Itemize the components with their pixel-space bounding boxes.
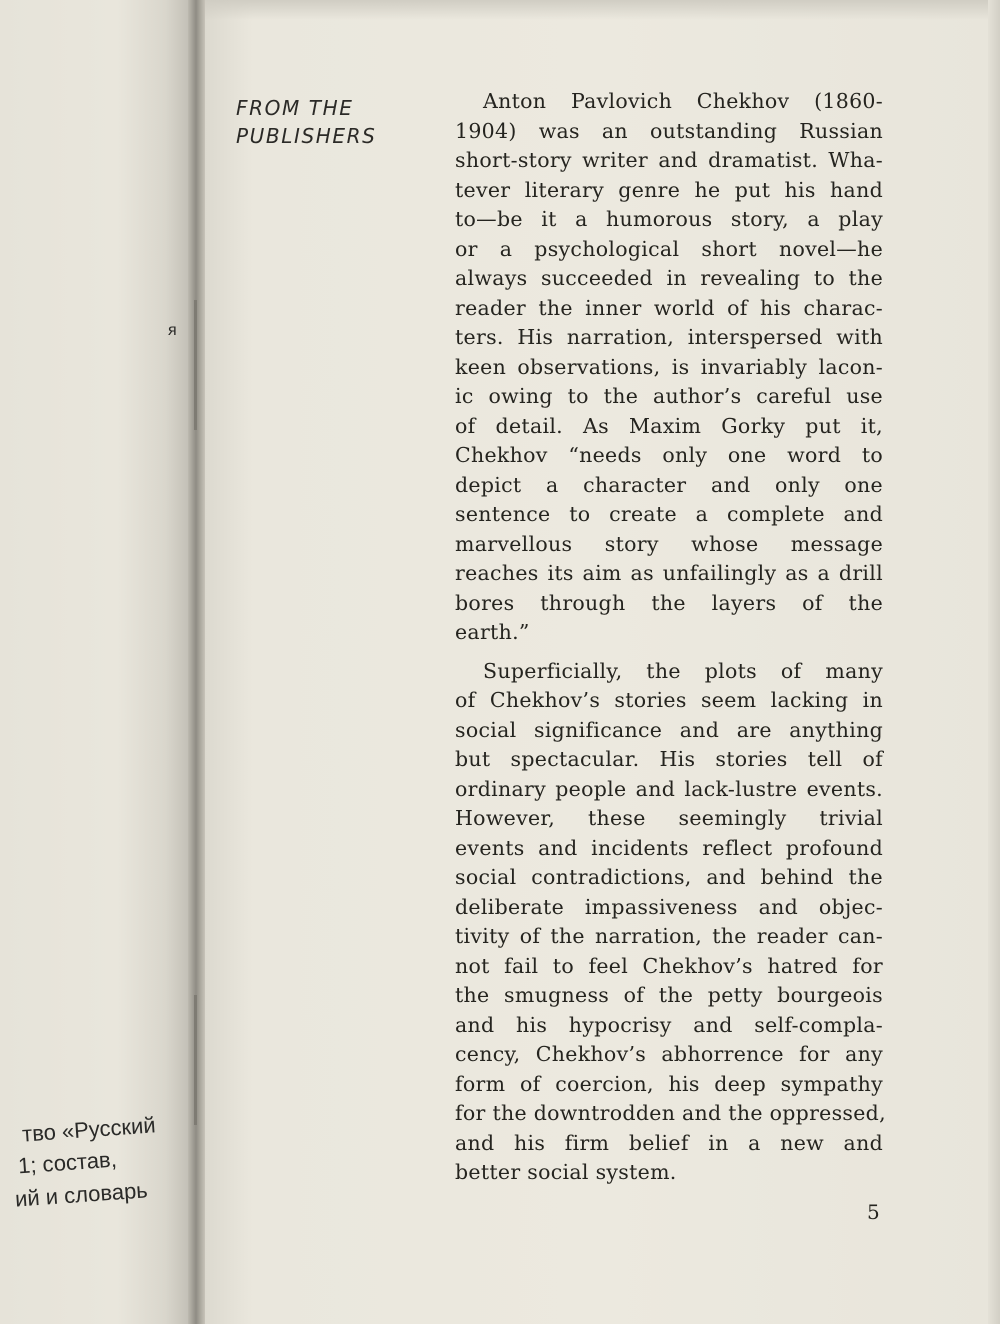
text-line: and his firm belief in a new and <box>455 1130 883 1155</box>
text-line: keen observations, is invariably lacon- <box>455 354 883 379</box>
left-page-fragment: ий и словарь <box>14 1177 149 1212</box>
text-line: social significance and are anything <box>455 717 883 742</box>
text-line: short-story writer and dramatist. Wha- <box>455 148 883 172</box>
text-line: always succeeded in revealing to the <box>455 266 883 290</box>
text-line: form of coercion, his deep sympathy <box>455 1071 883 1096</box>
heading-line: FROM THE <box>236 96 354 120</box>
text-line: reaches its aim as unfailingly as a drill <box>455 561 883 585</box>
text-line: depict a character and only one <box>455 472 883 497</box>
text-line: sentence to create a complete and <box>455 502 883 526</box>
text-line: tivity of the narration, the reader can- <box>455 924 883 948</box>
left-page-fragment: я <box>168 322 177 339</box>
body-text <box>455 87 886 1188</box>
text-line: cency, Chekhov’s abhorrence for any <box>455 1042 883 1066</box>
text-line: not fail to feel Chekhov’s hatred for <box>455 953 883 978</box>
text-line: of detail. As Maxim Gorky put it, <box>455 413 883 438</box>
text-line: ic owing to the author’s careful use <box>455 384 883 408</box>
text-line: tever literary genre he put his hand <box>455 177 883 202</box>
text-line: deliberate impassiveness and objec- <box>455 894 883 919</box>
right-page <box>205 0 1000 1324</box>
text-line: Anton Pavlovich Chekhov (1860- <box>483 89 883 113</box>
text-line: reader the inner world of his charac- <box>455 295 883 320</box>
heading-line: PUBLISHERS <box>236 124 377 148</box>
text-line: ters. His narration, interspersed with <box>455 325 883 349</box>
text-line: but spectacular. His stories tell of <box>455 747 883 771</box>
text-line: or a psychological short novel—he <box>455 236 883 261</box>
text-line: ordinary people and lack-lustre events. <box>455 776 883 801</box>
text-line: However, these seemingly trivial <box>455 806 883 830</box>
binding-stitch <box>194 300 197 430</box>
text-line: of Chekhov’s stories seem lacking in <box>455 688 883 712</box>
page-number: 5 <box>867 1200 880 1224</box>
section-heading <box>236 94 406 150</box>
text-line: Superficially, the plots of many <box>483 658 883 683</box>
binding-stitch <box>194 995 197 1125</box>
text-line: earth.” <box>455 620 530 644</box>
text-line: marvellous story whose message <box>455 531 883 556</box>
page-shadow <box>205 0 1000 20</box>
left-page-fragment: тво «Русский <box>21 1112 157 1147</box>
text-line: better social system. <box>455 1160 677 1184</box>
text-line: 1904) was an outstanding Russian <box>455 118 883 143</box>
text-line: social contradictions, and behind the <box>455 865 883 889</box>
text-line: and his hypocrisy and self-complа- <box>455 1012 883 1037</box>
text-line: events and incidents reflect profound <box>455 835 883 860</box>
text-line: to—be it a humorous story, a play <box>455 207 883 231</box>
left-facing-page <box>0 0 195 1324</box>
text-line: Chekhov “needs only one word to <box>455 443 883 467</box>
text-line: the smugness of the petty bourgeois <box>455 983 883 1007</box>
text-line: bores through the layers of the <box>455 590 883 615</box>
page-edge <box>988 0 1000 1324</box>
text-line: for the downtrodden and the oppressed, <box>455 1101 886 1125</box>
left-page-fragment: 1; состав, <box>17 1146 118 1179</box>
